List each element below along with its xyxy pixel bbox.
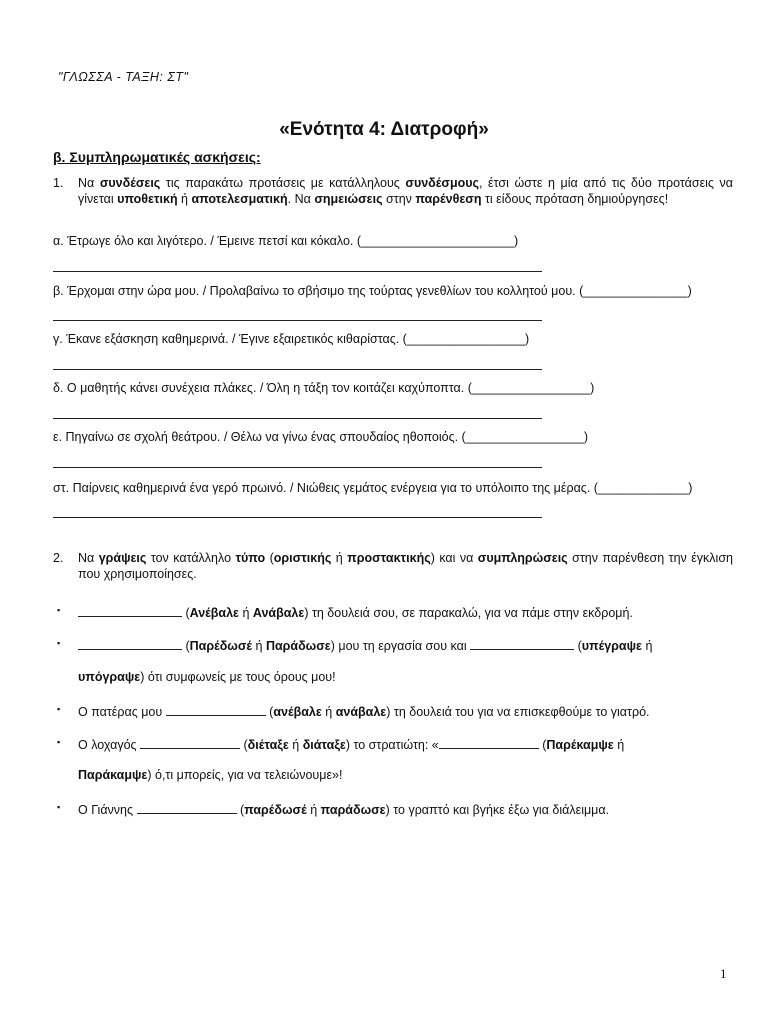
exercise2-item-2-cont: υπόγραψε) ότι συμφωνείς με τους όρους μου!: [78, 670, 336, 684]
sentence-a: α. Έτρωγε όλο και λιγότερο. / Έμεινε πετσί και κόκαλο. (______________________): [53, 234, 519, 248]
exercise1-instructions: [53, 176, 733, 207]
bullet-icon: ▪: [57, 638, 61, 648]
page-title: «Ενότητα 4: Διατροφή»: [279, 119, 489, 140]
answer-line-st[interactable]: [53, 517, 542, 518]
answer-line-a[interactable]: [53, 271, 542, 272]
answer-line-b[interactable]: [53, 320, 542, 321]
sentence-st: στ. Παίρνεις καθημερινά ένα γερό πρωινό. / Νιώθεις γεμάτος ενέργεια για το υπόλοιπο της μέρας. (_____________): [53, 481, 693, 495]
bullet-icon: ▪: [57, 737, 61, 747]
exercise2-number: 2.: [53, 551, 64, 565]
sentence-d: δ. Ο μαθητής κάνει συνέχεια πλάκες. / Όλη η τάξη τον κοιτάζει καχύποπτα. (_________________): [53, 381, 595, 395]
exercise2-item-4-cont: Παράκαμψε) ό,τι μπορείς, για να τελειώνουμε»!: [78, 768, 343, 782]
exercise2-instructions: [53, 551, 733, 582]
exercise2-item-2: (Παρέδωσέ ή Παράδωσε) μου τη εργασία σου και (υπέγραψε ή: [78, 637, 738, 655]
sentence-c: γ. Έκανε εξάσκηση καθημερινά. / Έγινε εξαιρετικός κιθαρίστας. (_________________): [53, 332, 530, 346]
blank-field[interactable]: [78, 604, 182, 617]
bullet-icon: ▪: [57, 704, 61, 714]
exercise2-item-5: Ο Γιάννης (παρέδωσέ ή παράδωσε) το γραπτό και βγήκε έξω για διάλειμμα.: [78, 803, 610, 817]
bullet-icon: ▪: [57, 802, 61, 812]
blank-field[interactable]: [470, 637, 574, 650]
exercise1-text: Να συνδέσεις τις παρακάτω προτάσεις με κατάλληλους συνδέσμους, έτσι ώστε η μία από τις δύο προτάσεις να γίνεται υποθετική ή αποτελεσματική. Να σημειώσεις στην παρένθεση τι είδους πρόταση δημιούργησες!: [78, 176, 734, 206]
header-note: "ΓΛΩΣΣΑ - ΤΑΞΗ: ΣΤ": [58, 70, 189, 84]
page-number: 1: [720, 966, 727, 981]
blank-field[interactable]: [78, 637, 182, 650]
blank-field[interactable]: [137, 801, 237, 814]
bullet-icon: ▪: [57, 605, 61, 615]
blank-field[interactable]: [439, 736, 539, 749]
answer-line-d[interactable]: [53, 418, 542, 419]
answer-line-c[interactable]: [53, 369, 542, 370]
blank-field[interactable]: [166, 703, 266, 716]
exercise2-item-3: Ο πατέρας μου (ανέβαλε ή ανάβαλε) τη δουλειά του για να επισκεφθούμε το γιατρό.: [78, 705, 650, 719]
exercise2-text: Να γράψεις τον κατάλληλο τύπο (οριστικής ή προστακτικής) και να συμπληρώσεις στην παρένθεση την έγκλιση που χρησιμοποίησες.: [78, 551, 733, 581]
sentence-b: β. Έρχομαι στην ώρα μου. / Προλαβαίνω το σβήσιμο της τούρτας γενεθλίων του κολλητού μου. (_______________): [53, 284, 692, 298]
sentence-e: ε. Πηγαίνω σε σχολή θεάτρου. / Θέλω να γίνω ένας σπουδαίος ηθοποιός. (_________________): [53, 430, 589, 444]
exercise2-item-1: (Ανέβαλε ή Ανάβαλε) τη δουλειά σου, σε παρακαλώ, για να πάμε στην εκδρομή.: [78, 604, 738, 622]
exercise2-item-4: Ο λοχαγός (διέταξε ή διάταξε) το στρατιώτη: « (Παρέκαμψε ή: [78, 738, 625, 752]
blank-field[interactable]: [140, 736, 240, 749]
answer-line-e[interactable]: [53, 467, 542, 468]
exercise1-number: 1.: [53, 176, 64, 190]
section-heading: β. Συμπληρωματικές ασκήσεις:: [53, 149, 261, 165]
